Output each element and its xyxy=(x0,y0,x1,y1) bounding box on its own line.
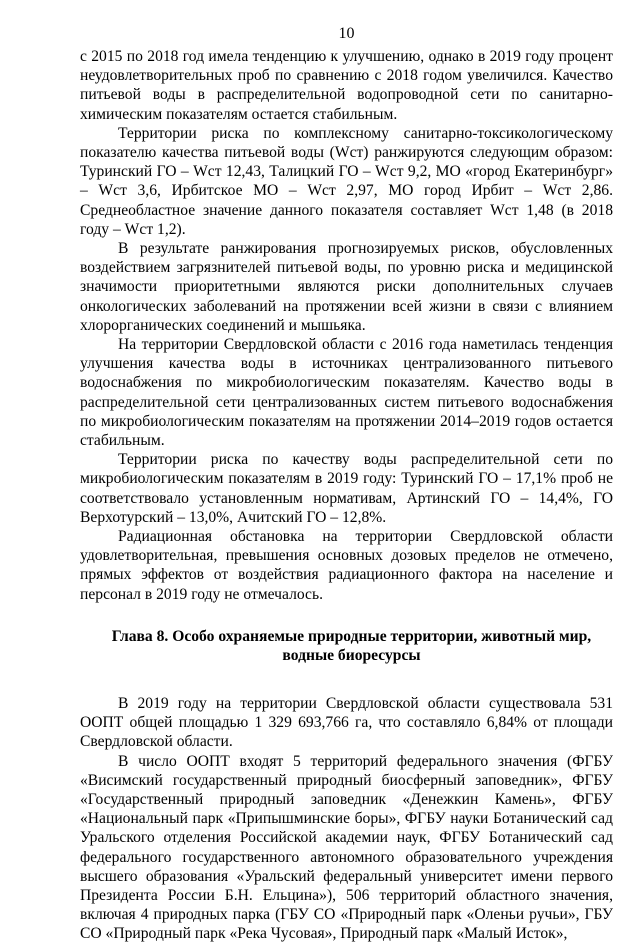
document-page xyxy=(80,24,613,944)
paragraph-microbiological-trend: На территории Свердловской области с 2016 года наметилась тенденция улучшения качества воды в источниках централизованного питьевого водоснабжения по микробиологическим показателям. Качество воды в распределительной сети централизованных систем питьевого водоснабжения по микробиологическим показателям на протяжении 2014–2019 годов остается стабильным. xyxy=(80,336,613,450)
paragraph-risk-ranking: В результате ранжирования прогнозируемых рисков, обусловленных воздействием загрязнителей питьевой воды, по уровню риска и медицинской значимости приоритетными являются риски дополнительных случаев онкологических заболеваний на протяжении всей жизни в связи с влиянием хлорорганических соединений и мышьяка. xyxy=(80,240,613,334)
paragraph-protected-areas-count: В 2019 году на территории Свердловской области существовала 531 ООПТ общей площадью 1 329 693,766 га, что составляло 6,84% от площади Свердловской области. xyxy=(80,694,613,751)
paragraph-water-quality-trend: с 2015 по 2018 год имела тенденцию к улучшению, однако в 2019 году процент неудовлетворительных проб по сравнению с 2018 годом увеличился. Качество питьевой воды в распределительной водопроводной сети по санитарно-химическим показателям остается стабильным. xyxy=(80,48,613,123)
paragraph-radiation: Радиационная обстановка на территории Свердловской области удовлетворительная, превышения основных дозовых пределов не отмечено, прямых эффектов от воздействия радиационного фактора на население и персонал в 2019 году не отмечалось. xyxy=(80,528,613,603)
paragraph-microbiological-risk-territories: Территории риска по качеству воды распределительной сети по микробиологическим показателям в 2019 году: Туринский ГО – 17,1% проб не соответствовало установленным нормативам, Артинский ГО – 14,4%, ГО Верхотурский – 13,0%, Ачитский ГО – 12,8%. xyxy=(80,451,613,526)
chapter-title: Глава 8. Особо охраняемые природные территории, животный мир, водные биоресурсы xyxy=(111,627,592,665)
paragraph-federal-territories: В число ООПТ входят 5 территорий федерального значения (ФГБУ «Висимский государственный природный биосферный заповедник», ФГБУ «Государственный природный заповедник «Денежкин Камень», ФГБУ «Национальный парк «Припышминские боры», ФГБУ науки Ботанический сад Уральского отделения Российской академии наук, ФГБУ Ботанический сад федерального государственного автономного образовательного учреждения высшего образования «Уральский федеральный университет имени первого Президента России Б.Н. Ельцина»), 506 территорий областного значения, включая 4 природных парка (ГБУ СО «Природный парк «Оленьи ручьи», ГБУ СО «Природный парк «Река Чусовая», Природный парк «Малый Исток», xyxy=(80,752,613,943)
paragraph-risk-territories-wst: Территории риска по комплексному санитарно-токсикологическому показателю качества питьевой воды (Wст) ранжируются следующим образом: Туринский ГО – Wст 12,43, Талицкий ГО – Wст 9,2, МО «город Екатеринбург» – Wст 3,6, Ирбитское МО – Wст 2,97, МО город Ирбит – Wст 2,86. Среднеобластное значение данного показателя составляет Wст 1,48 (в 2018 году – Wст 1,2). xyxy=(80,124,613,238)
spacer xyxy=(80,666,613,694)
page-number: 10 xyxy=(338,25,355,42)
